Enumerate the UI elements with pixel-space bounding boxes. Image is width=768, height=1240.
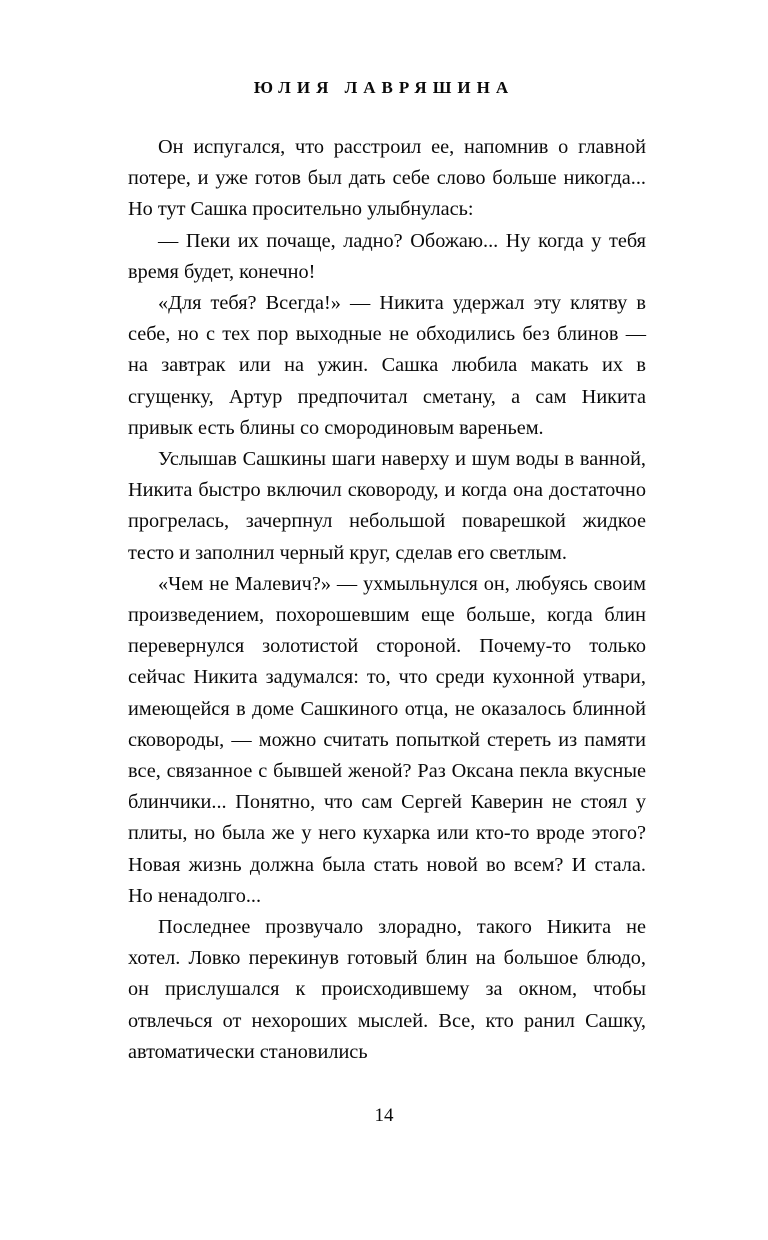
page-number: 14 <box>374 1105 394 1126</box>
page-body <box>128 132 646 1068</box>
paragraph: «Чем не Малевич?» — ухмыльнулся он, любуясь своим произведением, похорошевшим еще больше, когда блин перевернулся золотистой стороной. Почему-то только сейчас Никита задумался: то, что среди кухонной утвари, имеющейся в доме Сашкиного отца, не оказалось блинной сковороды, — можно считать попыткой стереть из памяти все, связанное с бывшей женой? Раз Оксана пекла вкусные блинчики... Понятно, что сам Сергей Каверин не стоял у плиты, но была же у него кухарка или кто-то вроде этого? Новая жизнь должна была стать новой во всем? И стала. Но ненадолго... <box>128 572 646 907</box>
paragraph: Он испугался, что расстроил ее, напомнив о главной потере, и уже готов был дать себе слово больше никогда... Но тут Сашка просительно улыбнулась: <box>128 136 646 221</box>
paragraph: Услышав Сашкины шаги наверху и шум воды в ванной, Никита быстро включил сковороду, и когда она достаточно прогрелась, зачерпнул небольшой поварешкой жидкое тесто и заполнил черный круг, сделав его светлым. <box>128 448 646 564</box>
paragraph: Последнее прозвучало злорадно, такого Никита не хотел. Ловко перекинув готовый блин на большое блюдо, он прислушался к происходившему за окном, чтобы отвлечься от нехороших мыслей. Все, кто ранил Сашку, автоматически становились <box>128 916 646 1063</box>
running-head-author: ЮЛИЯ ЛАВРЯШИНА <box>253 78 515 97</box>
paragraph: «Для тебя? Всегда!» — Никита удержал эту клятву в себе, но с тех пор выходные не обходились без блинов — на завтрак или на ужин. Сашка любила макать их в сгущенку, Артур предпочитал сметану, а сам Никита привык есть блины со смородиновым вареньем. <box>128 292 646 439</box>
paragraph: — Пеки их почаще, ладно? Обожаю... Ну когда у тебя время будет, конечно! <box>128 229 646 283</box>
